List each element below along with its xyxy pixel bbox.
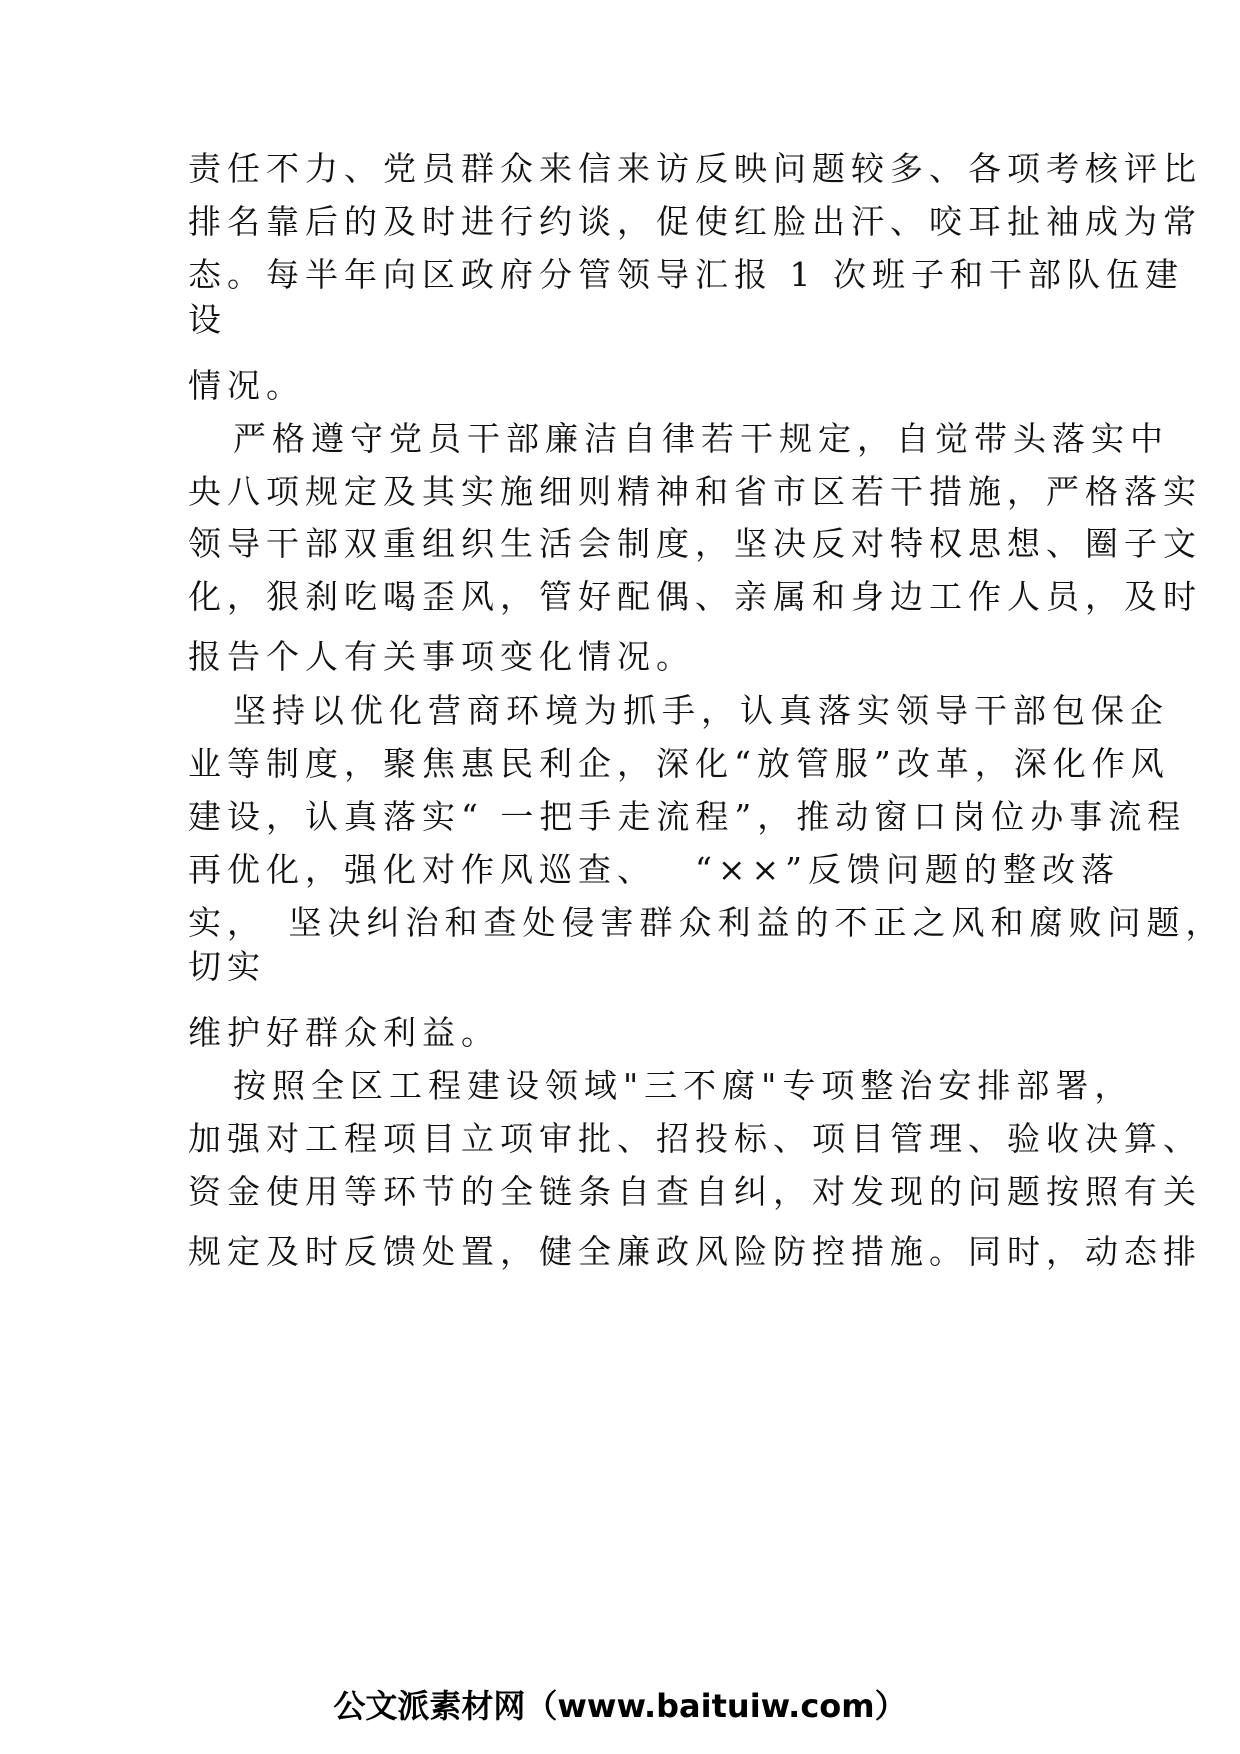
body-text-line: 规定及时反馈处置，健全廉政风险防控措施。同时，动态排 (188, 1232, 1202, 1271)
body-text-line: 设 (188, 300, 227, 339)
body-text-line: 报告个人有关事项变化情况。 (188, 637, 695, 676)
body-text-line: 实， 坚决纠治和查处侵害群众利益的不正之风和腐败问题， (188, 903, 1225, 942)
body-text-line: 排名靠后的及时进行约谈，促使红脸出汗、咬耳扯袖成为常 (188, 202, 1202, 241)
body-text-line: 切实 (188, 947, 266, 986)
body-text-line: 化，狠刹吃喝歪风，管好配偶、亲属和身边工作人员，及时 (188, 577, 1202, 616)
body-text-line: 建设，认真落实“ 一把手走流程”，推动窗口岗位办事流程 (188, 797, 1187, 836)
body-text-line: 加强对工程项目立项审批、招投标、项目管理、验收决算、 (188, 1119, 1202, 1158)
body-text-line: 情况。 (188, 366, 305, 405)
body-text-line: 资金使用等环节的全链条自查自纠，对发现的问题按照有关 (188, 1172, 1202, 1211)
body-text-line: 维护好群众利益。 (188, 1013, 500, 1052)
body-text-line: 央八项规定及其实施细则精神和省市区若干措施，严格落实 (188, 472, 1202, 511)
footer-watermark: 公文派素材网（www.baituiw.com） (333, 1687, 907, 1725)
paragraph-first-line: 坚持以优化营商环境为抓手，认真落实领导干部包保企 (233, 691, 1169, 730)
body-text-line: 责任不力、党员群众来信来访反映问题较多、各项考核评比 (188, 149, 1202, 188)
body-text-line: 领导干部双重组织生活会制度，坚决反对特权思想、圈子文 (188, 524, 1202, 563)
paragraph-first-line: 按照全区工程建设领域"三不腐"专项整治安排部署， (233, 1066, 1134, 1105)
body-text-line: 态。每半年向区政府分管领导汇报 1 次班子和干部队伍建 (188, 255, 1184, 294)
body-text-line: 业等制度，聚焦惠民利企，深化“放管服”改革，深化作风 (188, 744, 1170, 783)
body-text-line: 再优化，强化对作风巡查、 “××”反馈问题的整改落 (188, 850, 1121, 889)
paragraph-first-line: 严格遵守党员干部廉洁自律若干规定，自觉带头落实中 (233, 419, 1169, 458)
